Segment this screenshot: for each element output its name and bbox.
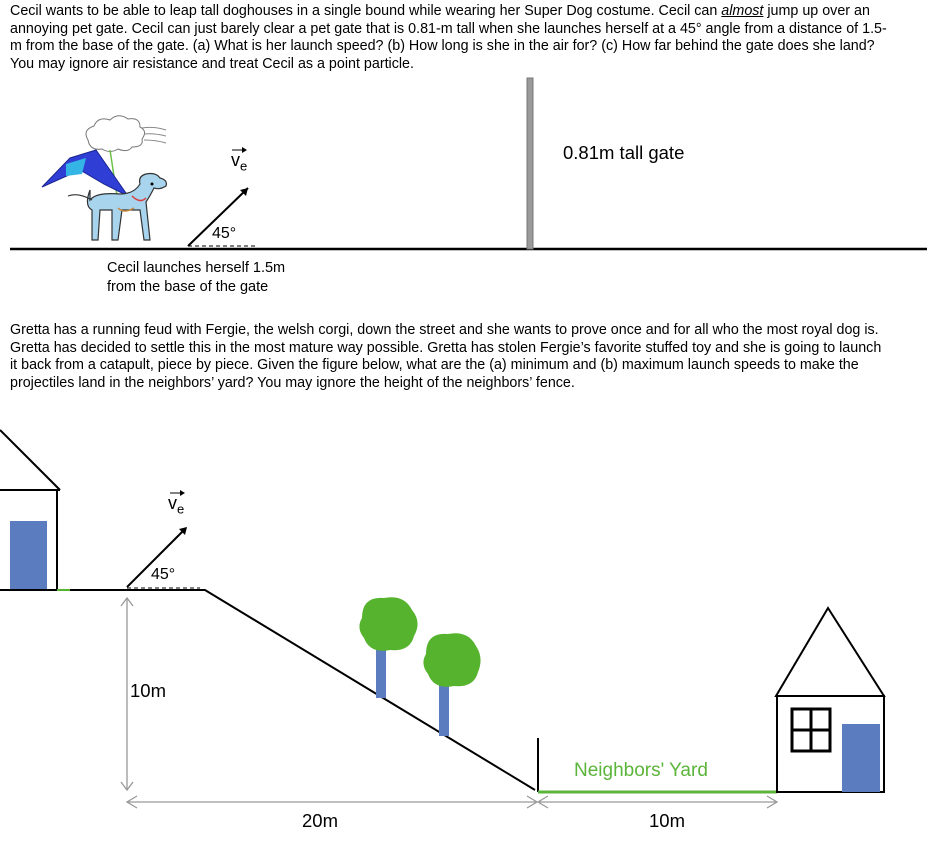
slope-width-label: 20m [302,810,338,831]
caption-line-2: from the base of the gate [107,279,269,295]
slope-width-dimension [127,796,537,808]
angle-label: 45° [212,225,237,242]
velocity-label-2: $v_e$ [168,493,185,517]
caption-line-1: Cecil launches herself 1.5m [107,260,286,276]
tree-1-icon [359,597,417,698]
yard-width-label: 10m [649,810,685,831]
yard-width-dimension [538,796,777,808]
left-house-door [10,521,47,589]
gate-label: 0.81m tall gate [563,142,685,163]
left-house-icon [0,430,60,590]
right-house-icon [776,608,884,792]
height-label: 10m [130,680,166,701]
velocity-subscript-2: e [177,501,185,517]
problem-2-text: Gretta has a running feud with Fergie, the welsh corgi, down the street and she wants to prove once and for all who the most royal dog is. Gretta has decided to settle this in the most mature way possible. Gretta has stolen Fergie’s favorite stuffed toy and she is going to launch it back from a catapult, piece by piece. Given the figure below, what are the (a) minimum and (b) maximum launch speeds to make the projectiles land in the neighbors’ yard? You may ignore the height of the neighbors’ fence. [10,322,882,391]
problem-1-text-part: Cecil wants to be able to leap tall doghouses in a single bound while wearing her Super Dog costume. Cecil can [10,3,722,19]
tree-2-icon [423,633,480,736]
problem-1-text-part: jump up over an annoying pet gate. Cecil can just barely clear a pet gate that is 0.81-m tall when she launches herself at a 45° angle from a distance of 1.5-m from the base of the gate. (a) What is her launch speed? (b) How long is she in the air for? (c) How far behind the gate does she land? You may ignore air resistance and treat Cecil as a point particle. [10,3,887,72]
problem-1-emphasis: almost [721,3,764,19]
velocity-subscript: e [240,158,248,174]
right-house-door [842,724,880,792]
hill-slope-line [0,590,535,790]
angle-label-2: 45° [151,566,176,583]
velocity-label: $v_e$ [231,150,248,174]
neighbors-yard-label: Neighbors' Yard [574,760,708,781]
